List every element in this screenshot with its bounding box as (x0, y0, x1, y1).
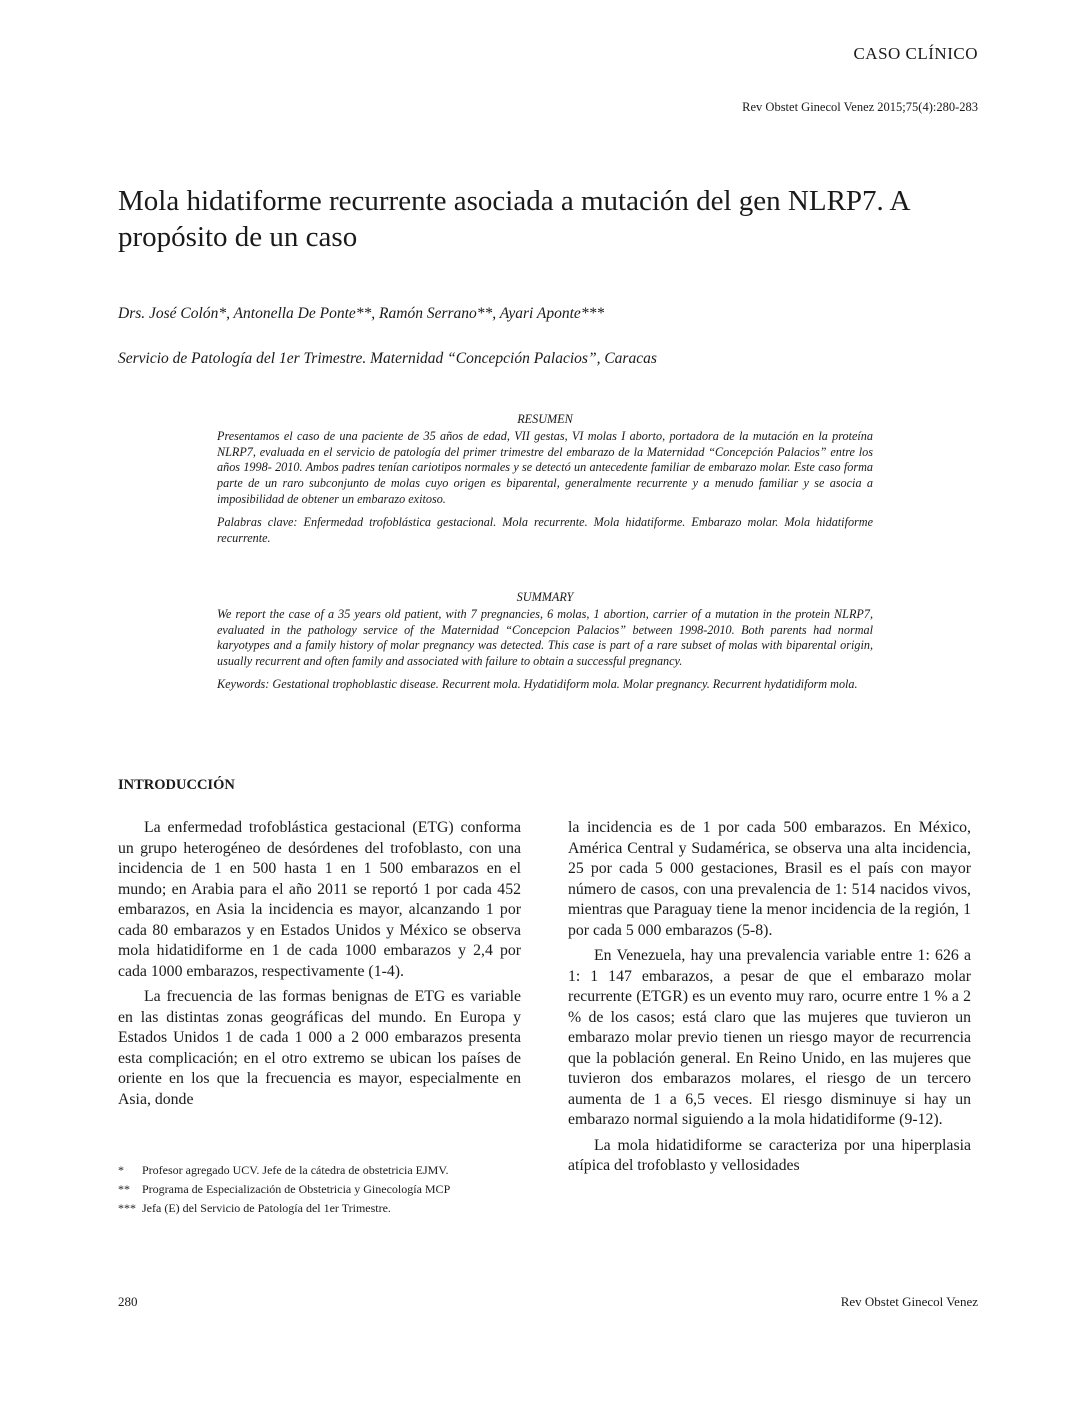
footnote (118, 1182, 521, 1197)
intro-paragraph: La enfermedad trofoblástica gestacional (ETG) conforma un grupo heterogéneo de desórdenes del trofoblasto, con una incidencia de 1 en 500 hasta 1 en 1 500 embarazos en el mundo; en Arabia para el año 2011 se reportó 1 por cada 452 embarazos, en Asia la incidencia es mayor, alcanzando 1 por cada 80 embarazos y en Estados Unidos y México se observa mola hidatidiforme en 1 de cada 1000 embarazos y 2,4 por cada 1000 embarazos, respectivamente (1-4). (118, 819, 521, 980)
footnote-mark: * (118, 1163, 124, 1177)
summary-keywords: Keywords: Gestational trophoblastic disease. Recurrent mola. Hydatidiform mola. Molar pregnancy. Recurrent hydatidiform mola. (217, 676, 858, 691)
footnote (118, 1201, 521, 1216)
summary-text: We report the case of a 35 years old patient, with 7 pregnancies, 6 molas, 1 abortion, carrier of a mutation in the protein NLRP7, evaluated in the pathology service of the Maternidad “Concepcion Palacios” between 1998-2010. Both parents had normal karyotypes and a family history of molar pregnancy was detected. This case is part of a rare subset of molas with biparental origin, usually recurrent and often family and associated with failure to obtain a successful pregnancy. (217, 606, 873, 669)
intro-paragraph: La mola hidatidiforme se caracteriza por una hiperplasia atípica del trofoblasto y vellosidades (568, 1136, 971, 1174)
introduction-heading: INTRODUCCIÓN (118, 777, 235, 793)
page-number: 280 (118, 1294, 138, 1309)
resumen-keywords: Palabras clave: Enfermedad trofoblástica gestacional. Mola recurrente. Mola hidatiforme. Embarazo molar. Mola hidatiforme recurrente. (217, 514, 873, 545)
footer-journal-name: Rev Obstet Ginecol Venez (840, 1294, 978, 1309)
affiliation: Servicio de Patología del 1er Trimestre. Maternidad “Concepción Palacios”, Caracas (118, 350, 657, 367)
intro-paragraph: En Venezuela, hay una prevalencia variable entre 1: 626 a 1: 1 147 embarazos, a pesar de que el embarazo molar recurrente (ETGR) es un evento muy raro, ocurre entre 1 % a 2 % de los casos; está claro que las mujeres que tuvieron un embarazo molar previo tienen un riesgo mayor de recurrencia que la población general. En Reino Unido, en las mujeres que tuvieron dos embarazos molares, el riesgo de un tercero aumenta de 1 a 6,5 veces. El riesgo disminuye si hay un embarazo normal siguiendo a la mola hidatidiforme (9-12). (568, 947, 971, 1128)
footnote (118, 1163, 521, 1178)
summary-block (217, 590, 873, 700)
resumen-block (217, 412, 873, 553)
footnote-mark: *** (118, 1201, 136, 1215)
footnote-text: Jefa (E) del Servicio de Patología del 1er Trimestre. (142, 1201, 391, 1215)
summary-heading: SUMMARY (516, 590, 574, 604)
journal-citation: Rev Obstet Ginecol Venez 2015;75(4):280-283 (742, 100, 978, 114)
resumen-heading: RESUMEN (517, 412, 573, 426)
left-column (118, 818, 521, 1115)
intro-paragraph: La frecuencia de las formas benignas de ETG es variable en las distintas zonas geográficas del mundo. En Europa y Estados Unidos 1 de cada 1 000 a 2 000 embarazos presenta esta complicación; en el otro extremo se ubican los países de oriente en los que la frecuencia es mayor, especialmente en Asia, donde (118, 988, 521, 1108)
resumen-text: Presentamos el caso de una paciente de 35 años de edad, VII gestas, VI molas I aborto, portadora de la mutación en la proteína NLRP7, evaluada en el servicio de patología del primer trimestre del embarazo de la Maternidad “Concepción Palacios” entre los años 1998- 2010. Ambos padres tenían cariotipos normales y se detectó un antecedente familiar de embarazo molar. Este caso forma parte de un raro subconjunto de molas cuyo origen es biparental, generalmente recurrente y a menudo familiar y se asocia a imposibilidad de obtener un embarazo exitoso. (217, 428, 873, 506)
footnotes (118, 1163, 521, 1220)
article-title: Mola hidatiforme recurrente asociada a mutación del gen NLRP7. A propósito de un caso (118, 185, 909, 253)
author-list: Drs. José Colón*, Antonella De Ponte**, Ramón Serrano**, Ayari Aponte*** (118, 305, 605, 322)
footnote-mark: ** (118, 1182, 130, 1196)
section-label: CASO CLÍNICO (853, 44, 978, 63)
right-column (568, 818, 971, 1182)
intro-paragraph: la incidencia es de 1 por cada 500 embarazos. En México, América Central y Sudamérica, se observa una alta incidencia, 25 por cada 5 000 gestaciones, Brasil es el país con mayor número de casos, con una prevalencia de 1: 514 nacidos vivos, mientras que Paraguay tiene la menor incidencia de la región, 1 por cada 5 000 embarazos (5-8). (568, 819, 971, 939)
footnote-text: Programa de Especialización de Obstetricia y Ginecología MCP (142, 1182, 451, 1196)
footnote-text: Profesor agregado UCV. Jefe de la cátedra de obstetricia EJMV. (142, 1163, 449, 1177)
